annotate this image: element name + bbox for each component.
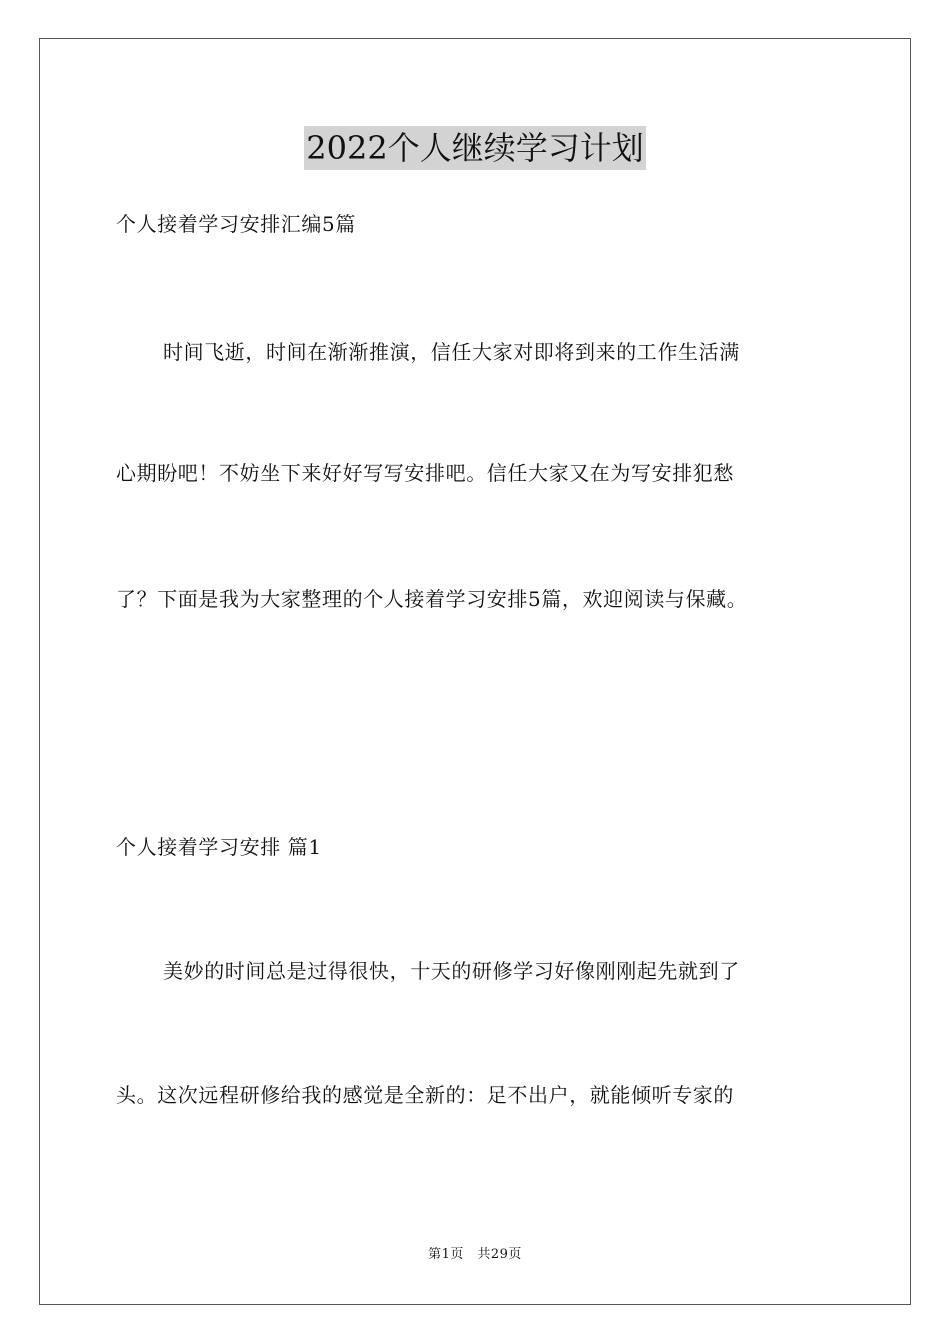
intro-line-3: 了？下面是我为大家整理的个人接着学习安排5篇，欢迎阅读与保藏。 — [116, 587, 748, 611]
title-container — [0, 126, 950, 170]
page-footer: 第1页 共29页 — [428, 1247, 522, 1262]
section-line-2: 头。这次远程研修给我的感觉是全新的：足不出户，就能倾听专家的 — [116, 1083, 734, 1107]
document-title: 2022个人继续学习计划 — [304, 126, 645, 170]
intro-line-1: 时间飞逝，时间在渐渐推演，信任大家对即将到来的工作生活满 — [163, 340, 740, 364]
intro-line-2: 心期盼吧！不妨坐下来好好写写安排吧。信任大家又在为写安排犯愁 — [116, 461, 734, 485]
section-line-1: 美妙的时间总是过得很快，十天的研修学习好像刚刚起先就到了 — [163, 959, 740, 983]
document-subtitle: 个人接着学习安排汇编5篇 — [116, 212, 356, 236]
section-heading: 个人接着学习安排 篇1 — [116, 835, 322, 859]
